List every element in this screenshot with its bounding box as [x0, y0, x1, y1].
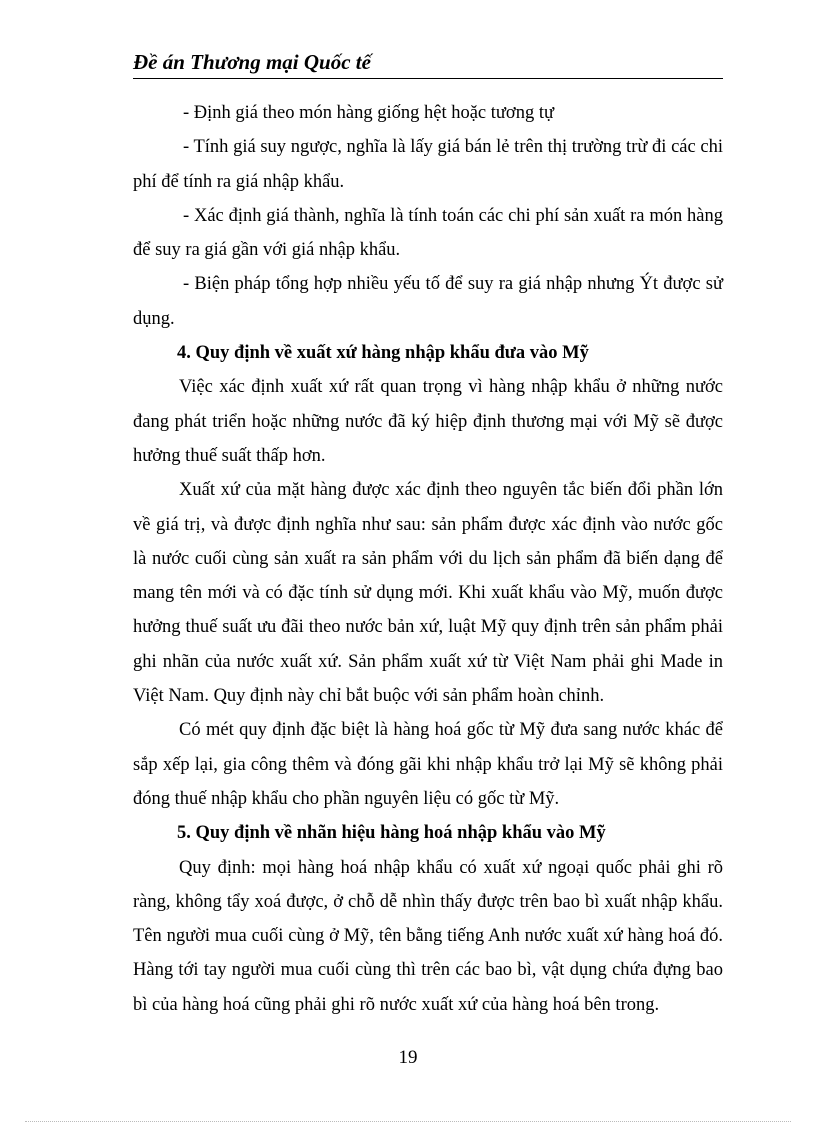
section-heading: 5. Quy định về nhãn hiệu hàng hoá nhập khẩu vào Mỹ [177, 823, 606, 844]
bullet-paragraph: - Định giá theo món hàng giống hệt hoặc tương tự [183, 103, 554, 123]
bullet-paragraph: - Xác định giá thành, nghĩa là tính toán các chi phí sản xuất ra món hàng để suy ra giá gần với giá nhập khẩu. [133, 205, 723, 261]
body-paragraph: Có mét quy định đặc biệt là hàng hoá gốc từ Mỹ đưa sang nước khác để sắp xếp lại, gia công thêm và đóng gãi khi nhập khẩu trở lại Mỹ sẽ không phải đóng thuế nhập khẩu cho phần nguyên liệu có gốc từ Mỹ. [133, 720, 723, 809]
bullet-paragraph: - Tính giá suy ngược, nghĩa là lấy giá bán lẻ trên thị trường trừ đi các chi phí để tính ra giá nhập khẩu. [133, 137, 723, 192]
bullet-paragraph: - Biện pháp tổng hợp nhiều yếu tố để suy ra giá nhập nhưng Ýt được sử dụng. [133, 274, 723, 329]
body-paragraph: Việc xác định xuất xứ rất quan trọng vì hàng nhập khẩu ở những nước đang phát triển hoặc những nước đã ký hiệp định thương mại với Mỹ sẽ được hưởng thuế suất thấp hơn. [133, 377, 723, 466]
document-header: Đề án Thương mại Quốc tế [133, 48, 723, 79]
body-paragraph: Xuất xứ của mặt hàng được xác định theo nguyên tắc biến đổi phần lớn về giá trị, và được định nghĩa như sau: sản phẩm được xác định vào nước gốc là nước cuối cùng sản xuất ra sản phẩm với du lịch sản phẩm đã biến dạng để mang tên mới và có đặc tính sử dụng mới. Khi xuất khẩu vào Mỹ, muốn được hưởng thuế suất ưu đãi theo nước bản xứ, luật Mỹ quy định trên sản phẩm phải ghi nhãn của nước xuất xứ. Sản phẩm xuất xứ từ Việt Nam phải ghi Made in Việt Nam. Quy định này chỉ bắt buộc với sản phẩm hoàn chỉnh. [133, 480, 723, 707]
section-heading: 4. Quy định về xuất xứ hàng nhập khẩu đưa vào Mỹ [177, 343, 589, 364]
document-body [133, 96, 723, 1022]
page-number: 19 [398, 1047, 418, 1068]
body-paragraph: Quy định: mọi hàng hoá nhập khẩu có xuất xứ ngoại quốc phải ghi rõ ràng, không tẩy xoá được, ở chỗ dễ nhìn thấy được trên bao bì xuất nhập khẩu. Tên người mua cuối cùng ở Mỹ, tên bằng tiếng Anh nước xuất xứ hàng hoá đó. Hàng tới tay người mua cuối cùng thì trên các bao bì, vật dụng chứa đựng bao bì của hàng hoá cũng phải ghi rõ nước xuất xứ của hàng hoá bên trong. [133, 857, 723, 1015]
page-bottom-divider [25, 1121, 791, 1122]
